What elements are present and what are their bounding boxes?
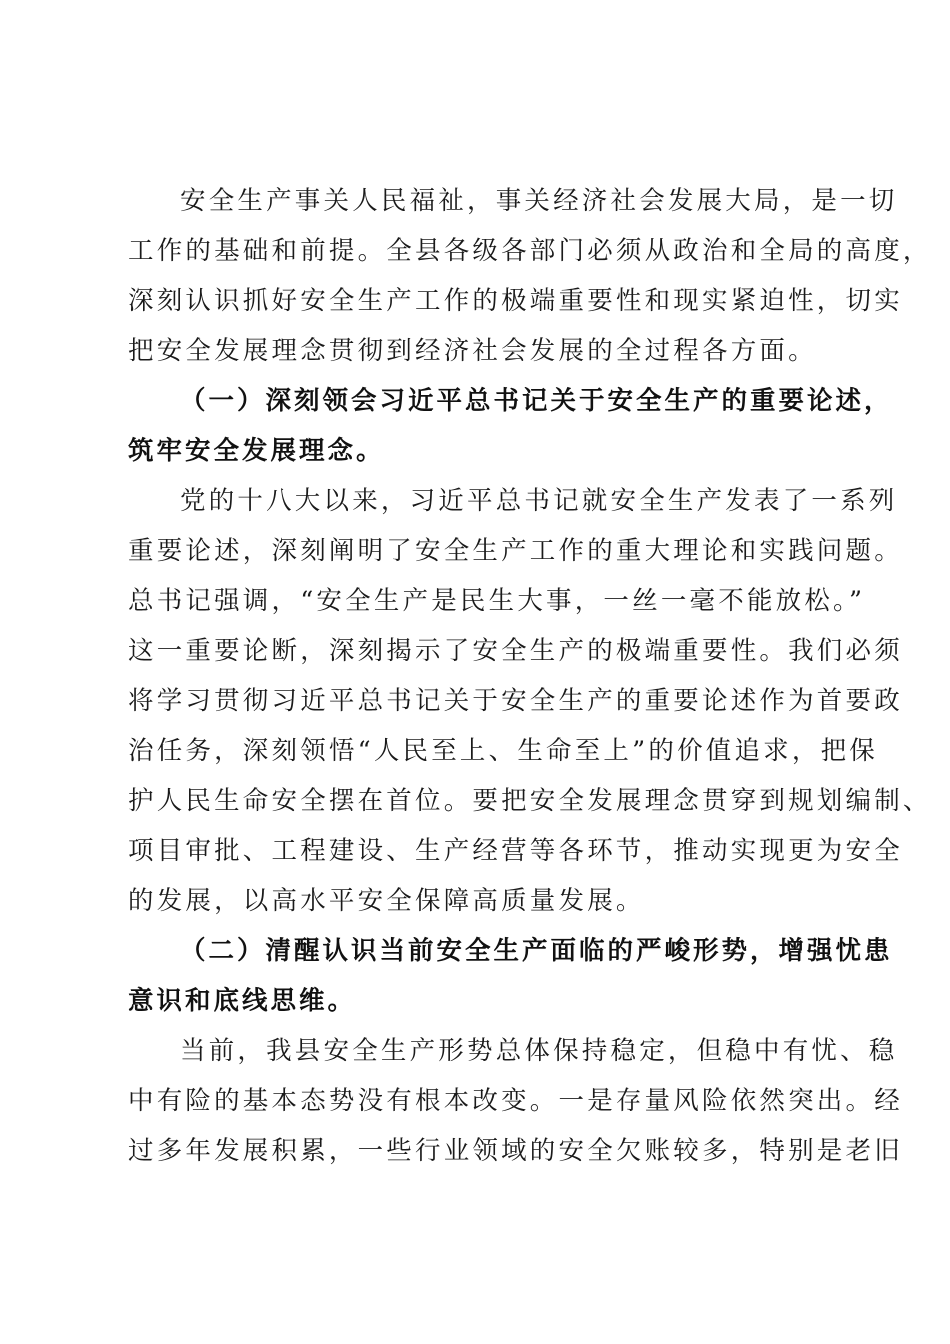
- paragraph-line: 党的十八大以来，习近平总书记就安全生产发表了一系列: [180, 486, 898, 516]
- paragraph-line: 项目审批、工程建设、生产经营等各环节，推动实现更为安全: [128, 836, 903, 866]
- paragraph-line: 治任务，深刻领悟“人民至上、生命至上”的价值追求，把保: [128, 736, 878, 766]
- paragraph-line: 工作的基础和前提。全县各级各部门必须从政治和全局的高度，: [128, 236, 932, 266]
- paragraph-line: 的发展，以高水平安全保障高质量发展。: [128, 886, 645, 916]
- paragraph-line: 深刻认识抓好安全生产工作的极端重要性和现实紧迫性，切实: [128, 286, 903, 316]
- paragraph-line: 当前，我县安全生产形势总体保持稳定，但稳中有忧、稳: [180, 1036, 898, 1066]
- paragraph-line: 总书记强调，“安全生产是民生大事，一丝一毫不能放松。”: [128, 586, 866, 616]
- section-heading: 筑牢安全发展理念。: [128, 436, 385, 466]
- paragraph-line: 将学习贯彻习近平总书记关于安全生产的重要论述作为首要政: [128, 686, 903, 716]
- paragraph-line: 护人民生命安全摆在首位。要把安全发展理念贯穿到规划编制、: [128, 786, 932, 816]
- section-heading: 意识和底线思维。: [128, 986, 357, 1016]
- section-heading: （一）深刻领会习近平总书记关于安全生产的重要论述，: [180, 386, 893, 416]
- paragraph-line: 重要论述，深刻阐明了安全生产工作的重大理论和实践问题。: [128, 536, 903, 566]
- paragraph-line: 这一重要论断，深刻揭示了安全生产的极端重要性。我们必须: [128, 636, 903, 666]
- paragraph-line: 中有险的基本态势没有根本改变。一是存量风险依然突出。经: [128, 1086, 903, 1116]
- paragraph-line: 安全生产事关人民福祉，事关经济社会发展大局，是一切: [180, 186, 898, 216]
- paragraph-line: 把安全发展理念贯彻到经济社会发展的全过程各方面。: [128, 336, 817, 366]
- section-heading: （二）清醒认识当前安全生产面临的严峻形势，增强忧患: [180, 936, 893, 966]
- paragraph-line: 过多年发展积累，一些行业领域的安全欠账较多，特别是老旧: [128, 1136, 903, 1166]
